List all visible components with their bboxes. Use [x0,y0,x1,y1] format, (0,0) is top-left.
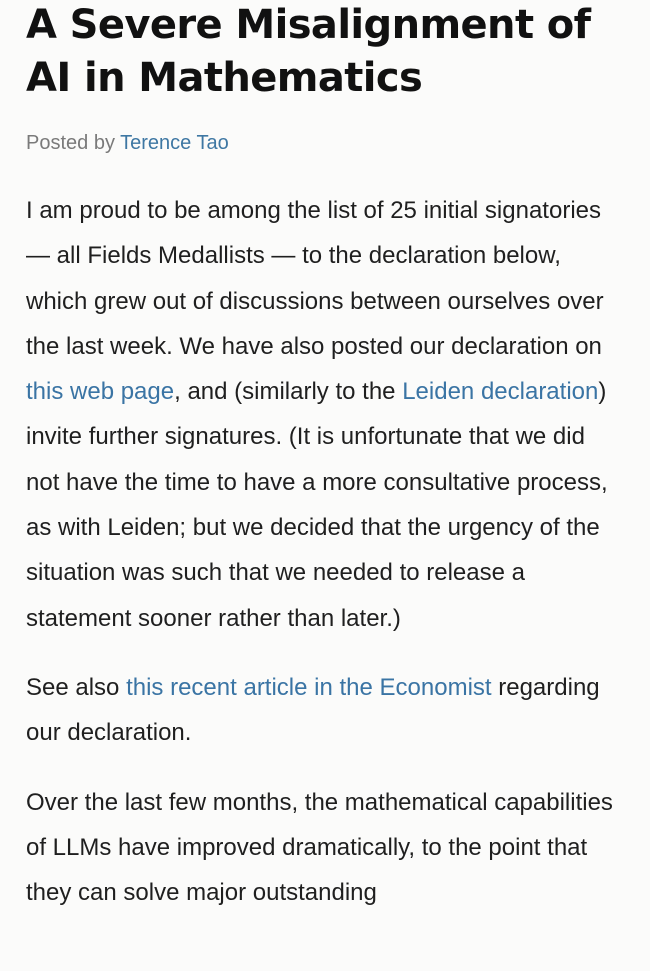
paragraph-text: regarding our declaration. [26,673,600,747]
paragraph-intro [26,188,624,641]
paragraph-see-also [26,665,624,756]
paragraph-text: Over the last few months, the mathematical capabilities of LLMs have improved dramatically, to the point that they can solve major outstanding [26,788,613,907]
post-title: A Severe Misalignment of AI in Mathematics [26,2,591,101]
paragraph-text: , and (similarly to the [174,378,403,406]
byline-prefix: Posted by [26,132,121,154]
leiden-declaration-link[interactable]: Leiden declaration [402,378,599,406]
paragraph-text: ) invite further signatures. (It is unfortunate that we did not have the time to have a more consultative process, as with Leiden; but we decided that the urgency of the situation was such that we needed to release a statement sooner rather than later.) [26,378,608,632]
paragraph-text: See also [26,673,127,701]
paragraph-body [26,780,624,916]
post-byline [26,129,624,157]
economist-article-link[interactable]: this recent article in the Economist [126,673,492,701]
paragraph-text: I am proud to be among the list of 25 initial signatories — all Fields Medallists — to the declaration below, which grew out of discussions between ourselves over the last week. We have also posted our declaration on [26,197,604,360]
web-page-link[interactable]: this web page [26,378,175,406]
author-link[interactable]: Terence Tao [120,132,229,154]
